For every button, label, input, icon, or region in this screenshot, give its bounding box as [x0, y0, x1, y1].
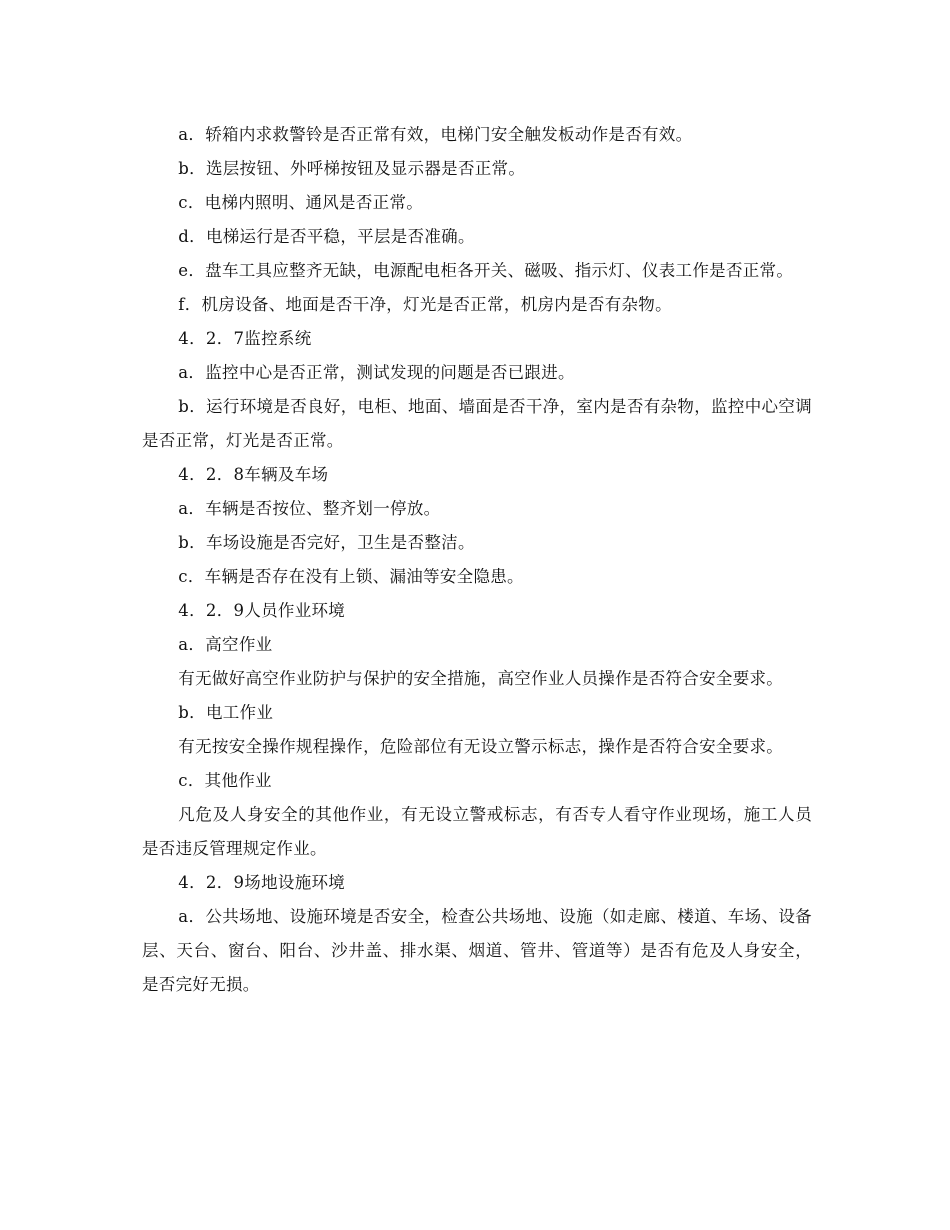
section-heading-vehicles: 4．2．8车辆及车场 [178, 465, 329, 484]
paragraph-elevator-buttons: b．选层按钮、外呼梯按钮及显示器是否正常。 [178, 159, 526, 178]
subheading-other-work: c．其他作业 [178, 771, 272, 790]
paragraph-electrical-work: 有无按安全操作规程操作，危险部位有无设立警示标志，操作是否符合安全要求。 [178, 737, 784, 756]
paragraph-monitoring-center: a．监控中心是否正常，测试发现的问题是否已跟进。 [178, 363, 575, 382]
paragraph-high-altitude-work: 有无做好高空作业防护与保护的安全措施，高空作业人员操作是否符合安全要求。 [178, 669, 784, 688]
paragraph-elevator-operation: d．电梯运行是否平稳，平层是否准确。 [178, 227, 475, 246]
paragraph-public-facilities: a．公共场地、设施环境是否安全，检查公共场地、设施（如走廊、楼道、车场、设备层、天台、窗台、阳台、沙井盖、排水渠、烟道、管井、管道等）是否有危及人身安全，是否完好无损。 [142, 907, 812, 994]
paragraph-elevator-tools: e．盘车工具应整齐无缺，电源配电柜各开关、磁吸、指示灯、仪表工作是否正常。 [178, 261, 794, 280]
paragraph-elevator-alarm: a．轿箱内求救警铃是否正常有效，电梯门安全触发板动作是否有效。 [178, 125, 693, 144]
subheading-high-altitude-work: a．高空作业 [178, 635, 273, 654]
paragraph-vehicle-parking: a．车辆是否按位、整齐划一停放。 [178, 499, 441, 518]
section-heading-work-environment: 4．2．9人员作业环境 [178, 601, 346, 620]
document-page [142, 118, 812, 1002]
paragraph-machine-room: f．机房设备、地面是否干净，灯光是否正常，机房内是否有杂物。 [178, 295, 672, 314]
subheading-electrical-work: b．电工作业 [178, 703, 274, 722]
paragraph-elevator-lighting: c．电梯内照明、通风是否正常。 [178, 193, 424, 212]
section-heading-site-facilities: 4．2．9场地设施环境 [178, 873, 346, 892]
paragraph-parking-facilities: b．车场设施是否完好，卫生是否整洁。 [178, 533, 475, 552]
paragraph-other-work: 凡危及人身安全的其他作业，有无设立警戒标志，有否专人看守作业现场，施工人员是否违反管理规定作业。 [142, 805, 812, 858]
paragraph-vehicle-hazards: c．车辆是否存在没有上锁、漏油等安全隐患。 [178, 567, 524, 586]
section-heading-monitoring: 4．2．7监控系统 [178, 329, 312, 348]
paragraph-monitoring-environment: b．运行环境是否良好，电柜、地面、墙面是否干净，室内是否有杂物，监控中心空调是否正常，灯光是否正常。 [142, 397, 812, 450]
